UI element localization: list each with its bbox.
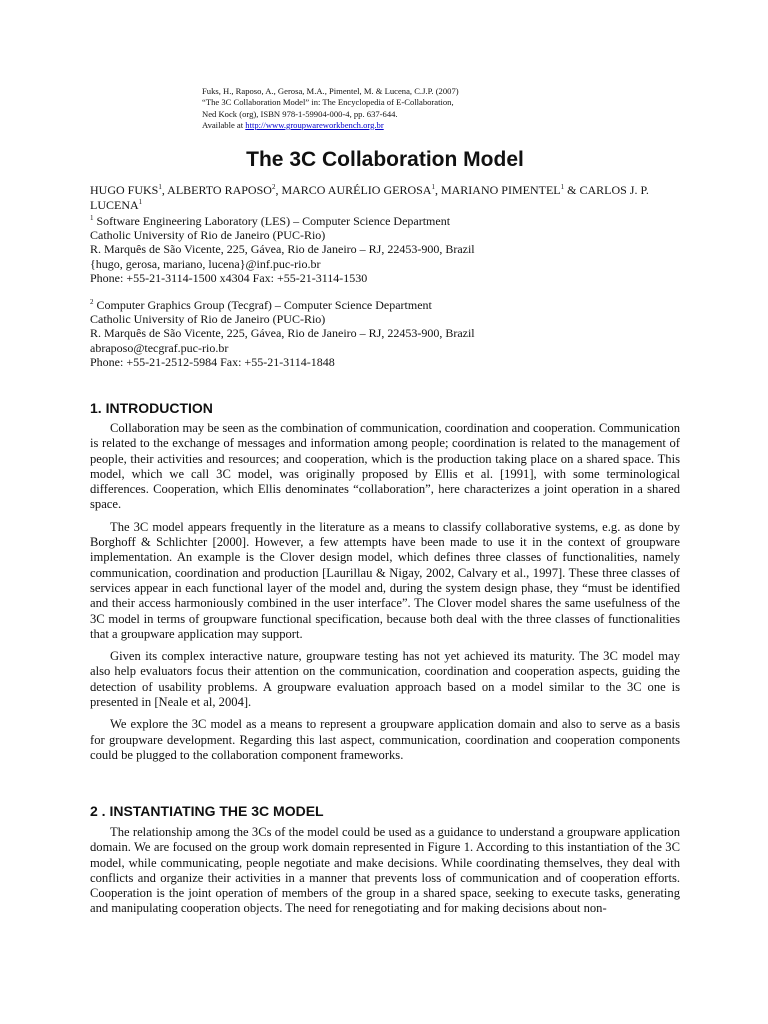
instantiating-body bbox=[90, 825, 680, 924]
affiliation-email: {hugo, gerosa, mariano, lucena}@inf.puc-rio.br bbox=[90, 256, 321, 271]
affiliation-2 bbox=[90, 298, 680, 369]
citation-available-label: Available at bbox=[202, 119, 246, 130]
author-list bbox=[90, 183, 680, 212]
section-heading-introduction: 1. INTRODUCTION bbox=[90, 400, 213, 416]
author-name: HUGO FUKS bbox=[90, 183, 159, 197]
author-name: , ALBERTO RAPOSO bbox=[161, 183, 272, 197]
paragraph: Collaboration may be seen as the combination of communication, coordination and cooperation. Communication is related to the exchange of messages and information among people; coordination is related to the management of people, their activities and resources; and cooperation, which is the production taking place on a shared space. This model, which we call 3C model, was originally proposed by Ellis et al. [1991], with some terminological differences. Cooperation, which Ellis denominates “collaboration”, here characterizes a joint operation in a shared space. bbox=[90, 421, 680, 512]
affiliation-lab: Software Engineering Laboratory (LES) – Computer Science Department bbox=[93, 214, 451, 228]
affiliation-phone: Phone: +55-21-3114-1500 x4304 Fax: +55-21-3114-1530 bbox=[90, 270, 368, 285]
author-name: , MARIANO PIMENTEL bbox=[434, 183, 561, 197]
citation-line: Fuks, H., Raposo, A., Gerosa, M.A., Pimentel, M. & Lucena, C.J.P. (2007) bbox=[202, 86, 459, 96]
affiliation-lab: Computer Graphics Group (Tecgraf) – Computer Science Department bbox=[93, 298, 432, 312]
citation-line: Ned Kock (org), ISBN 978-1-59904-000-4, pp. 637-644. bbox=[202, 108, 398, 119]
affiliation-mark: 1 bbox=[90, 214, 94, 222]
affiliation-email: abraposo@tecgraf.puc-rio.br bbox=[90, 340, 229, 355]
author-name: & CARLOS J. P. LUCENA bbox=[90, 183, 649, 212]
affiliation-line: R. Marquês de São Vicente, 225, Gávea, Rio de Janeiro – RJ, 22453-900, Brazil bbox=[90, 242, 475, 257]
paragraph: The relationship among the 3Cs of the model could be used as a guidance to understand a groupware application domain. We are focused on the group work domain represented in Figure 1. According to this instantiation of the 3C model, while communicating, people negotiate and make decisions. While coordinating themselves, they deal with conflicts and organize their activities in a manner that prevents loss of communication and of cooperation efforts. Cooperation is the joint operation of members of the group in a shared space, seeking to execute tasks, generating and manipulating cooperation objects. The need for renegotiating and for making decisions about non- bbox=[90, 825, 680, 916]
affiliation-phone: Phone: +55-21-2512-5984 Fax: +55-21-3114-1848 bbox=[90, 354, 335, 369]
author-affiliation-mark: 1 bbox=[431, 183, 435, 191]
author-affiliation-mark: 1 bbox=[158, 183, 162, 191]
paper-title: The 3C Collaboration Model bbox=[246, 148, 524, 171]
affiliation-line bbox=[90, 298, 680, 312]
author-affiliation-mark: 1 bbox=[138, 197, 143, 206]
affiliation-line bbox=[90, 214, 680, 228]
affiliation-line: Catholic University of Rio de Janeiro (PUC-Rio) bbox=[90, 228, 326, 243]
author-name: , MARCO AURÉLIO GEROSA bbox=[275, 183, 432, 197]
citation-line: “The 3C Collaboration Model” in: The Encyclopedia of E-Collaboration, bbox=[202, 97, 454, 108]
paragraph: We explore the 3C model as a means to represent a groupware application domain and also to serve as a basis for groupware development. Regarding this last aspect, communication, coordination and cooperation components could be plugged to the collaboration component frameworks. bbox=[90, 717, 680, 762]
citation-link[interactable]: http://www.groupwareworkbench.org.br bbox=[245, 119, 384, 130]
affiliation-1 bbox=[90, 214, 680, 285]
author-affiliation-mark: 1 bbox=[560, 183, 565, 191]
affiliation-mark: 2 bbox=[90, 298, 94, 306]
affiliation-line: Catholic University of Rio de Janeiro (PUC-Rio) bbox=[90, 312, 326, 327]
affiliation-line: R. Marquês de São Vicente, 225, Gávea, Rio de Janeiro – RJ, 22453-900, Brazil bbox=[90, 326, 475, 341]
citation-line bbox=[202, 120, 622, 131]
citation-block bbox=[202, 86, 622, 131]
author-affiliation-mark: 2 bbox=[271, 183, 276, 191]
introduction-body bbox=[90, 421, 680, 770]
section-heading-instantiating: 2 . INSTANTIATING THE 3C MODEL bbox=[90, 803, 324, 819]
paragraph: Given its complex interactive nature, groupware testing has not yet achieved its maturity. The 3C model may also help evaluators focus their attention on the communication, coordination and cooperation aspects, guiding the detection of usability problems. A groupware evaluation approach based on a model similar to the 3C one is presented in [Neale et al, 2004]. bbox=[90, 649, 680, 710]
paragraph: The 3C model appears frequently in the literature as a means to classify collaborative systems, e.g. as done by Borghoff & Schlichter [2000]. However, a few attempts have been made to use it in the context of groupware implementation. An example is the Clover design model, which defines three classes of functionalities, namely communication, coordination and production [Laurillau & Nigay, 2002, Calvary et al., 1997]. These three classes of services appear in each functional layer of the model and, during the system design phase, they “must be identified and their access harmoniously combined in the user interface”. The Clover model shares the same usefulness of the 3C model in terms of groupware functional specification, because both deal with the three classes of functionalities that a groupware application may support. bbox=[90, 519, 680, 641]
